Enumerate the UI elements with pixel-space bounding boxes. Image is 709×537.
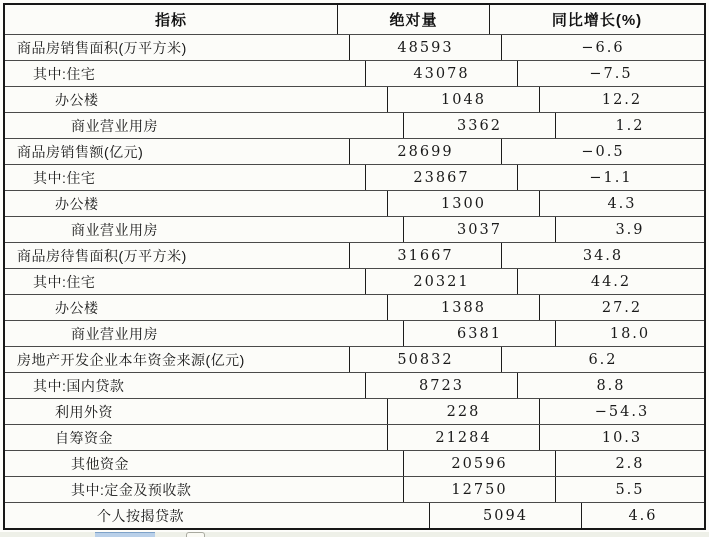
- indicator-cell: [5, 425, 387, 450]
- table-row: [5, 216, 704, 242]
- growth-text: 6.2: [588, 351, 618, 368]
- indicator-cell: [5, 503, 429, 528]
- growth-cell: [555, 321, 704, 346]
- indicator-label: 办公楼: [55, 299, 99, 316]
- absolute-value-cell: [387, 87, 539, 112]
- absolute-value-text: 12750: [451, 481, 508, 498]
- table-row: [5, 268, 704, 294]
- growth-cell: [581, 503, 704, 528]
- growth-cell: [539, 295, 704, 320]
- indicator-label: 商品房销售面积(万平方米): [17, 39, 187, 56]
- growth-cell: [539, 399, 704, 424]
- statistics-table: [3, 3, 706, 530]
- absolute-value-cell: [403, 113, 555, 138]
- indicator-cell: [5, 87, 387, 112]
- indicator-label: 其中:住宅: [33, 169, 96, 186]
- absolute-value-text: 5094: [483, 507, 528, 524]
- table-row: [5, 372, 704, 398]
- table-row: [5, 60, 704, 86]
- indicator-cell: [5, 165, 365, 190]
- partial-ui-fragment-blue: [95, 532, 155, 537]
- table-row: [5, 346, 704, 372]
- absolute-value-cell: [387, 399, 539, 424]
- growth-text: 5.5: [615, 481, 645, 498]
- table-row: [5, 86, 704, 112]
- table-header-row: [5, 5, 704, 34]
- growth-cell: [517, 269, 704, 294]
- absolute-value-cell: [365, 61, 517, 86]
- absolute-value-cell: [365, 373, 517, 398]
- absolute-value-text: 228: [446, 403, 481, 420]
- indicator-cell: [5, 451, 403, 476]
- indicator-label: 利用外资: [55, 403, 113, 420]
- indicator-label: 商品房待售面积(万平方米): [17, 247, 187, 264]
- absolute-value-text: 8723: [419, 377, 464, 394]
- table-row: [5, 502, 704, 528]
- indicator-label: 商业营业用房: [71, 117, 158, 134]
- absolute-value-text: 6381: [457, 325, 502, 342]
- table-row: [5, 294, 704, 320]
- growth-text: 1.2: [615, 117, 645, 134]
- growth-text: 44.2: [590, 273, 632, 290]
- header-indicator-label: 指标: [155, 12, 188, 29]
- indicator-label: 商业营业用房: [71, 221, 158, 238]
- header-yoy-growth-label: 同比增长(%): [551, 12, 643, 29]
- indicator-label: 其中:住宅: [33, 65, 96, 82]
- indicator-label: 个人按揭贷款: [97, 507, 184, 524]
- header-indicator: [5, 5, 337, 34]
- table-row: [5, 476, 704, 502]
- growth-cell: [501, 347, 704, 372]
- indicator-label: 商品房销售额(亿元): [17, 143, 144, 160]
- indicator-cell: [5, 35, 349, 60]
- growth-cell: [555, 217, 704, 242]
- growth-text: −6.6: [581, 39, 625, 56]
- absolute-value-text: 21284: [435, 429, 492, 446]
- table-row: [5, 112, 704, 138]
- growth-cell: [539, 425, 704, 450]
- growth-text: 12.2: [601, 91, 643, 108]
- indicator-cell: [5, 321, 403, 346]
- absolute-value-text: 1048: [441, 91, 486, 108]
- absolute-value-text: 20321: [413, 273, 470, 290]
- indicator-cell: [5, 61, 365, 86]
- absolute-value-cell: [403, 477, 555, 502]
- absolute-value-text: 1388: [441, 299, 486, 316]
- table-row: [5, 138, 704, 164]
- absolute-value-text: 23867: [413, 169, 470, 186]
- growth-text: 2.8: [615, 455, 645, 472]
- indicator-cell: [5, 477, 403, 502]
- table-row: [5, 424, 704, 450]
- indicator-label: 其中:住宅: [33, 273, 96, 290]
- indicator-label: 办公楼: [55, 195, 99, 212]
- growth-text: 27.2: [601, 299, 643, 316]
- growth-text: 3.9: [615, 221, 645, 238]
- indicator-cell: [5, 217, 403, 242]
- absolute-value-cell: [365, 269, 517, 294]
- growth-cell: [501, 243, 704, 268]
- table-row: [5, 242, 704, 268]
- growth-text: −7.5: [589, 65, 633, 82]
- indicator-cell: [5, 399, 387, 424]
- growth-cell: [539, 191, 704, 216]
- indicator-cell: [5, 113, 403, 138]
- growth-text: 18.0: [609, 325, 651, 342]
- absolute-value-text: 31667: [397, 247, 454, 264]
- table-row: [5, 164, 704, 190]
- absolute-value-text: 3362: [457, 117, 502, 134]
- absolute-value-cell: [365, 165, 517, 190]
- absolute-value-cell: [349, 347, 501, 372]
- table-row: [5, 190, 704, 216]
- absolute-value-text: 28699: [397, 143, 454, 160]
- indicator-label: 办公楼: [55, 91, 99, 108]
- growth-cell: [501, 139, 704, 164]
- table-row: [5, 320, 704, 346]
- indicator-cell: [5, 191, 387, 216]
- header-yoy-growth: [489, 5, 704, 34]
- absolute-value-cell: [349, 243, 501, 268]
- growth-text: 8.8: [596, 377, 626, 394]
- absolute-value-cell: [403, 217, 555, 242]
- growth-text: −0.5: [581, 143, 625, 160]
- growth-text: 10.3: [601, 429, 643, 446]
- absolute-value-text: 20596: [451, 455, 508, 472]
- growth-cell: [539, 87, 704, 112]
- growth-cell: [517, 61, 704, 86]
- bottom-edge-strip: [0, 532, 709, 537]
- indicator-cell: [5, 243, 349, 268]
- absolute-value-cell: [349, 35, 501, 60]
- indicator-label: 其中:定金及预收款: [71, 481, 192, 498]
- indicator-label: 其中:国内贷款: [33, 377, 125, 394]
- absolute-value-cell: [349, 139, 501, 164]
- indicator-label: 商业营业用房: [71, 325, 158, 342]
- absolute-value-cell: [387, 295, 539, 320]
- indicator-cell: [5, 139, 349, 164]
- growth-cell: [517, 373, 704, 398]
- absolute-value-cell: [403, 321, 555, 346]
- growth-cell: [517, 165, 704, 190]
- growth-text: −54.3: [594, 403, 650, 420]
- growth-text: 4.3: [607, 195, 637, 212]
- growth-cell: [555, 451, 704, 476]
- absolute-value-text: 3037: [457, 221, 502, 238]
- indicator-cell: [5, 347, 349, 372]
- absolute-value-text: 1300: [441, 195, 486, 212]
- indicator-label: 房地产开发企业本年资金来源(亿元): [17, 351, 245, 368]
- growth-text: −1.1: [589, 169, 633, 186]
- indicator-label: 其他资金: [71, 455, 129, 472]
- growth-cell: [555, 477, 704, 502]
- growth-cell: [501, 35, 704, 60]
- partial-ui-fragment-field: [186, 532, 205, 537]
- indicator-cell: [5, 373, 365, 398]
- header-absolute-value-label: 绝对量: [389, 12, 438, 29]
- absolute-value-text: 50832: [397, 351, 454, 368]
- indicator-cell: [5, 269, 365, 294]
- growth-text: 4.6: [628, 507, 658, 524]
- indicator-label: 自筹资金: [55, 429, 113, 446]
- indicator-cell: [5, 295, 387, 320]
- absolute-value-cell: [429, 503, 581, 528]
- table-row: [5, 398, 704, 424]
- absolute-value-cell: [403, 451, 555, 476]
- growth-text: 34.8: [582, 247, 624, 264]
- absolute-value-cell: [387, 425, 539, 450]
- growth-cell: [555, 113, 704, 138]
- absolute-value-cell: [387, 191, 539, 216]
- table-row: [5, 34, 704, 60]
- header-absolute-value: [337, 5, 489, 34]
- table-row: [5, 450, 704, 476]
- absolute-value-text: 48593: [397, 39, 454, 56]
- absolute-value-text: 43078: [413, 65, 470, 82]
